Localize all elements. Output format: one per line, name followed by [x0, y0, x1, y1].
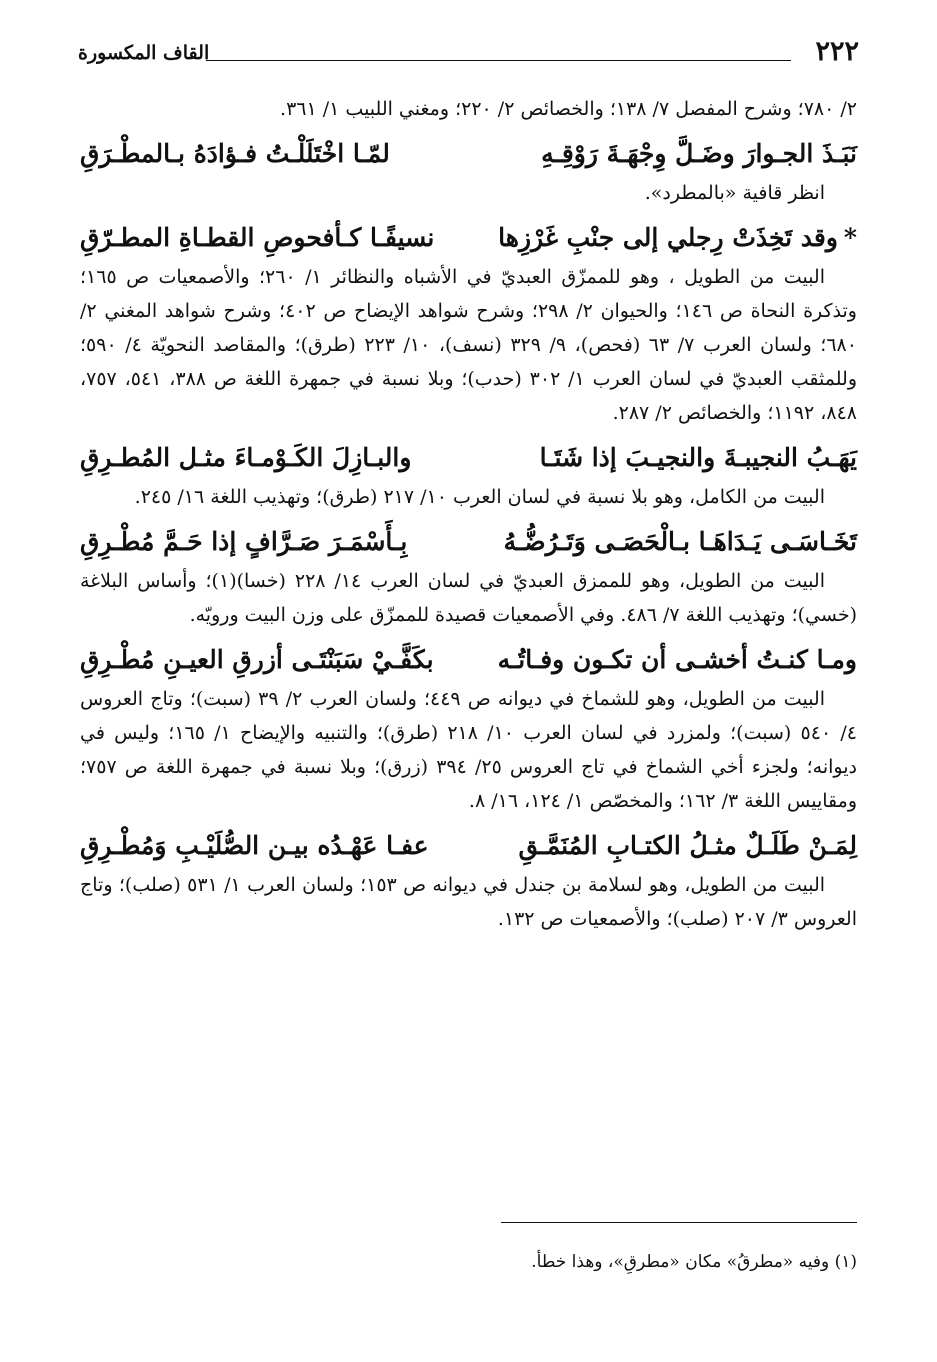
verse-note: البيت من الطويل، وهو للشماخ في ديوانه ص ٤٤٩؛ ولسان العرب ٢/ ٣٩ (سبت)؛ وتاج العروس ٤/ ٥٤٠ (سبت)؛ ولمزرد في لسان العرب ١٠/ ٢١٨ (طرق)؛ والتنبيه والإيضاح ١/ ١٦٥؛ وليس في ديوانه؛ ولجزء أخي الشماخ في تاج العروس ٢٥/ ٣٩٤ (زرق)؛ وبلا نسبة في جمهرة اللغة ص ٧٥٧؛ ومقاييس اللغة ٣/ ١٦٢؛ والمخصّص ١/ ١٢٤، ١٦/ ٨.	[80, 688, 857, 812]
verse-line	[80, 132, 857, 176]
header-rule	[206, 60, 791, 61]
verse-line	[80, 520, 857, 564]
entry	[80, 132, 857, 210]
verse-second-hemistich: عفـا عَهْـدُه بيـن الصُّلَيْـبِ وَمُطْـرِقِ	[80, 831, 429, 860]
verse-second-hemistich: بِـأَسْمَـرَ صَـرَّافٍ إذا حَـمَّ مُطْـرِقِ	[80, 527, 408, 556]
running-title: القاف المكسورة	[78, 42, 210, 64]
verse-first-hemistich: ومـا كنـتُ أخشـى أن تكـون وفـاتُـه	[497, 645, 857, 674]
verse-first-hemistich: يَهَـبُ النجيبـةَ والنجيـبَ إذا شَتَـا	[539, 443, 857, 472]
entry	[80, 436, 857, 514]
page-header	[78, 36, 859, 68]
verse-second-hemistich: بكَفَّـيْ سَبَنْتَـى أزرقِ العيـنِ مُطْـرِقِ	[80, 645, 434, 674]
verse-first-hemistich	[498, 216, 857, 260]
verse-second-hemistich: لمّـا اخْتَلَلْـتُ فـؤادَهُ بـالمطْـرَقِ	[80, 139, 390, 168]
verse-second-hemistich: نسيفًـا كـأفحوصِ القطـاةِ المطـرّقِ	[80, 223, 435, 252]
verse-note: البيت من الطويل، وهو للممزق العبديّ في لسان العرب ١٤/ ٢٢٨ (خسا)(١)؛ وأساس البلاغة (خسي)؛ وتهذيب اللغة ٧/ ٤٨٦. وفي الأصمعيات قصيدة للممزّق على وزن البيت ورويّه.	[80, 570, 857, 626]
verse-line	[80, 638, 857, 682]
verse-note: البيت من الكامل، وهو بلا نسبة في لسان العرب ١٠/ ٢١٧ (طرق)؛ وتهذيب اللغة ١٦/ ٢٤٥.	[134, 486, 825, 508]
entry	[80, 638, 857, 818]
verse-note: البيت من الطويل، وهو لسلامة بن جندل في ديوانه ص ١٥٣؛ ولسان العرب ١/ ٥٣١ (صلب)؛ وتاج العروس ٣/ ٢٠٧ (صلب)؛ والأصمعيات ص ١٣٢.	[80, 874, 857, 930]
verse-note: البيت من الطويل ، وهو للممزّق العبديّ في الأشباه والنظائر ١/ ٢٦٠؛ والأصمعيات ص ١٦٥؛ وتذكرة النحاة ص ١٤٦؛ والحيوان ٢/ ٢٩٨؛ وشرح شواهد الإيضاح ص ٤٠٢؛ وشرح شواهد المغني ٢/ ٦٨٠؛ ولسان العرب ٧/ ٦٣ (فحص)، ٩/ ٣٢٩ (نسف)، ١٠/ ٢٢٣ (طرق)؛ والمقاصد النحويّة ٤/ ٥٩٠؛ وللمثقب العبديّ في لسان العرب ١/ ٣٠٢ (حدب)؛ وبلا نسبة في جمهرة اللغة ص ٣٨٨، ٥٤١، ٧٥٧، ٨٤٨، ١١٩٢؛ والخصائص ٢/ ٢٨٧.	[80, 266, 858, 424]
verse-line	[80, 436, 857, 480]
page-body	[80, 92, 857, 936]
verse-line	[80, 824, 857, 868]
verse-first-hemistich: تَخَـاسَـى يَـدَاهَـا بـالْحَصَـى وَتَـرُضُّـهُ	[503, 527, 857, 556]
page-number: ٢٢٢	[815, 36, 859, 67]
entry	[80, 824, 857, 936]
entry	[80, 216, 857, 430]
verse-note: انظر قافية «بالمطرد».	[644, 182, 825, 204]
footnote-divider	[501, 1222, 857, 1223]
lead-line: ٢/ ٧٨٠؛ وشرح المفصل ٧/ ١٣٨؛ والخصائص ٢/ ٢٢٠؛ ومغني اللبيب ١/ ٣٦١.	[280, 98, 857, 120]
verse-first-hemistich: لِمَـنْ طَلَـلٌ مثـلُ الكتـابِ المُنَمَّـقِ	[518, 831, 857, 860]
verse-first-hemistich-text: وقد تَخِذَتْ رِجلي إلى جنْبِ غَرْزِها	[498, 223, 838, 252]
asterisk-marker: *	[843, 223, 857, 252]
verse-line	[80, 216, 857, 260]
verse-first-hemistich: نَبَـذَ الجـوارَ وضَـلَّ وِجْهَـةَ رَوْقِـهِ	[541, 139, 857, 168]
entry	[80, 520, 857, 632]
verse-second-hemistich: والبـازِلَ الكَـوْمـاءَ مثـل المُطـرِقِ	[80, 443, 412, 472]
footnote: (١) وفيه «مطرقُ» مكان «مطرقِ»، وهذا خطأ.	[531, 1252, 857, 1272]
